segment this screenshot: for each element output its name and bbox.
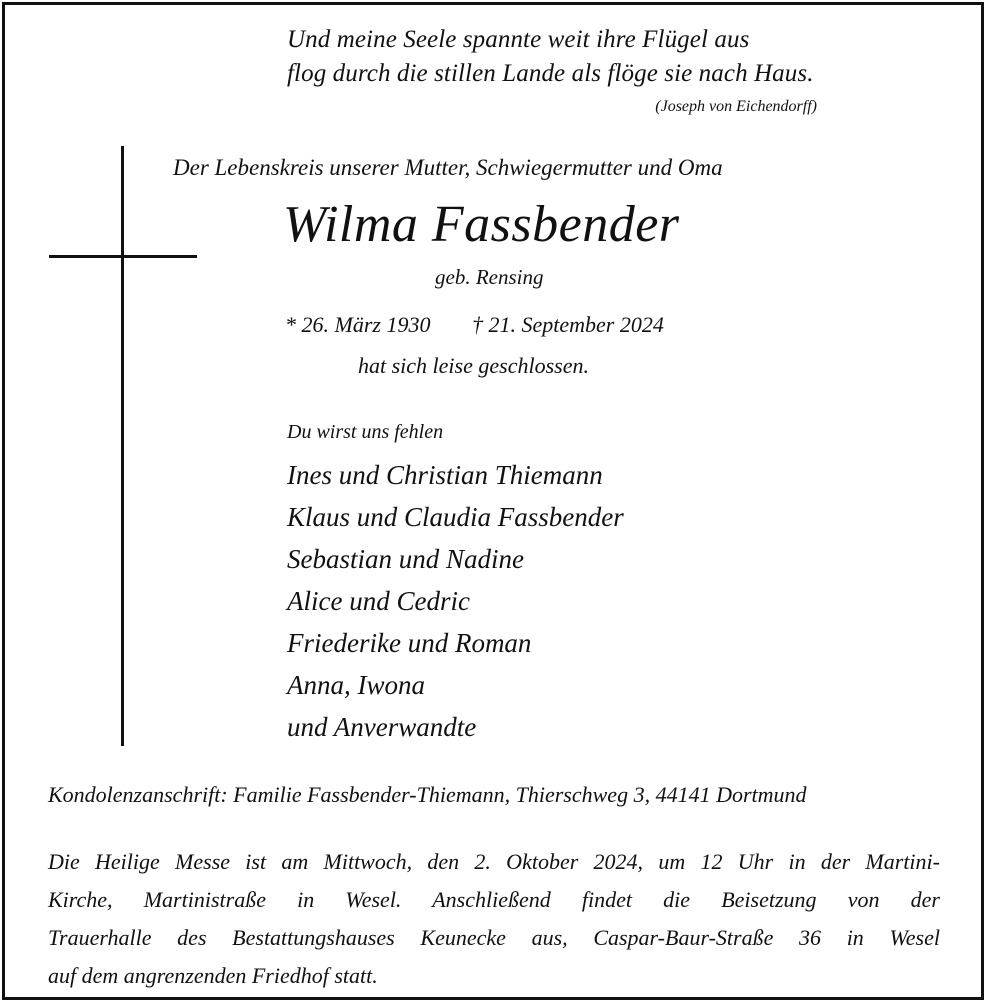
cross-icon — [121, 146, 124, 746]
intro-text: Der Lebenskreis unserer Mutter, Schwiegermutter und Oma — [173, 155, 723, 180]
family-line: Alice und Cedric — [287, 586, 470, 616]
family-line: Klaus und Claudia Fassbender — [287, 502, 624, 532]
poem-author: (Joseph von Eichendorff) — [655, 98, 817, 115]
closed-text: hat sich leise geschlossen. — [358, 353, 589, 378]
mass-line: Trauerhalle des Bestattungshauses Keunecke aus, Caspar-Baur-Straße 36 in Wesel — [48, 925, 940, 950]
birth-name: geb. Rensing — [435, 265, 544, 289]
mass-line: Die Heilige Messe ist am Mittwoch, den 2. Oktober 2024, um 12 Uhr in der Martini- — [48, 849, 940, 874]
birth-date: * 26. März 1930 — [285, 312, 431, 337]
missing-text: Du wirst uns fehlen — [287, 421, 444, 443]
mass-line: auf dem angrenzenden Friedhof statt. — [48, 963, 378, 988]
condolence-address: Kondolenzanschrift: Familie Fassbender-Thiemann, Thierschweg 3, 44141 Dortmund — [48, 782, 807, 807]
family-line: und Anverwandte — [287, 712, 477, 742]
deceased-name: Wilma Fassbender — [283, 196, 680, 253]
family-line: Sebastian und Nadine — [287, 544, 524, 574]
cross-icon-bar — [49, 255, 197, 258]
family-line: Ines und Christian Thiemann — [287, 460, 603, 490]
family-line: Anna, Iwona — [287, 670, 425, 700]
family-line: Friederike und Roman — [287, 628, 532, 658]
poem-line-1: Und meine Seele spannte weit ihre Flügel aus — [287, 26, 750, 53]
death-date: † 21. September 2024 — [472, 312, 664, 337]
poem-line-2: flog durch die stillen Lande als flöge sie nach Haus. — [287, 60, 814, 87]
funeral-mass-text — [48, 843, 940, 995]
mass-line: Kirche, Martinistraße in Wesel. Anschließend findet die Beisetzung von der — [48, 887, 940, 912]
